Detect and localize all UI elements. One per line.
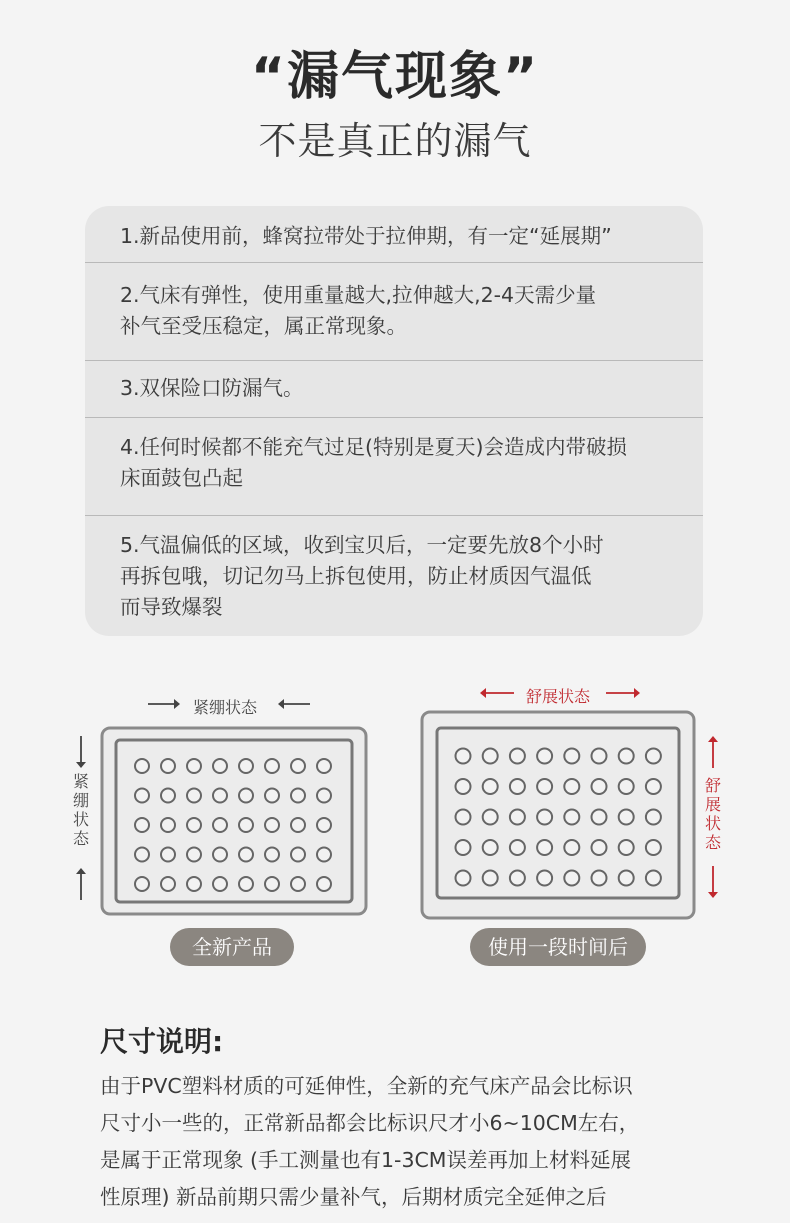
air-cell-dot [161,818,175,832]
air-cell-dot [510,871,525,886]
used-mattress-diagram [420,710,696,920]
note-item-1 [85,221,703,252]
air-cell-dot [456,779,471,794]
air-cell-dot [291,818,305,832]
air-cell-dot [537,871,552,886]
air-cell-dot [135,818,149,832]
note-item-5 [85,530,703,623]
air-cell-dot [213,848,227,862]
air-cell-dot [135,877,149,891]
note-item-3 [85,373,703,404]
air-cell-dot [317,759,331,773]
air-cell-dot [537,749,552,764]
air-cell-dot [456,871,471,886]
air-cell-dot [592,779,607,794]
air-cell-dot [483,779,498,794]
page-title: “漏气现象” [250,47,540,107]
air-cell-dot [619,749,634,764]
air-cell-dot [239,759,253,773]
tight-state-label: 紧绷状态 [192,698,257,717]
note-4-line-2: 床面鼓包凸起 [120,466,243,490]
arrow-up-icon [75,868,87,900]
air-cell-dot [619,779,634,794]
air-cell-dot [161,877,175,891]
air-cell-dot [564,840,579,855]
size-line-3: 是属于正常现象 (手工测量也有1-3CM误差再加上材料延展 [100,1148,631,1172]
air-cell-dot [646,871,661,886]
new-mattress-diagram [100,726,368,916]
air-cell-dot [239,848,253,862]
air-cell-dot [646,840,661,855]
note-divider [85,360,703,361]
air-cell-dot [161,759,175,773]
note-5-line-3: 而导致爆裂 [120,595,223,619]
arrow-up-icon [707,736,719,768]
air-cell-dot [592,840,607,855]
arrow-right-icon [148,698,180,710]
air-cell-dot [265,848,279,862]
note-5-line-2: 再拆包哦，切记勿马上拆包使用，防止材质因气温低 [120,564,592,588]
relaxed-state-side-label: 舒展状态 [704,776,721,852]
air-cell-dot [564,871,579,886]
note-1-line-1: 1.新品使用前，蜂窝拉带处于拉伸期，有一定“延展期” [120,224,612,248]
air-cell-dot [456,749,471,764]
air-cell-dot [646,749,661,764]
air-cell-dot [483,840,498,855]
arrow-right-icon [606,687,640,699]
used-product-badge: 使用一段时间后 [470,928,646,966]
size-section-body [100,1068,740,1216]
air-cell-dot [187,877,201,891]
size-line-2: 尺寸小一些的，正常新品都会比标识尺才小6~10CM左右， [100,1111,640,1135]
air-cell-dot [510,779,525,794]
air-cell-dot [564,810,579,825]
air-cell-dot [187,759,201,773]
air-cell-dot [239,789,253,803]
note-2-line-1: 2.气床有弹性，使用重量越大,拉伸越大,2-4天需少量 [120,283,597,307]
note-divider [85,262,703,263]
air-cell-dot [291,877,305,891]
air-cell-dot [317,877,331,891]
air-cell-dot [510,810,525,825]
air-cell-dot [135,759,149,773]
air-cell-dot [646,810,661,825]
air-cell-dot [592,749,607,764]
air-cell-dot [619,840,634,855]
air-cell-dot [291,759,305,773]
note-divider [85,515,703,516]
arrow-down-icon [75,736,87,768]
note-4-line-1: 4.任何时候都不能充气过足(特别是夏天)会造成内带破损 [120,435,628,459]
air-cell-dot [646,779,661,794]
air-cell-dot [592,871,607,886]
air-cell-dot [456,810,471,825]
air-cell-dot [456,840,471,855]
air-cell-dot [135,848,149,862]
air-cell-dot [265,789,279,803]
new-product-badge: 全新产品 [170,928,294,966]
air-cell-dot [592,810,607,825]
air-cell-dot [213,877,227,891]
air-cell-dot [317,818,331,832]
air-cell-dot [619,810,634,825]
note-5-line-1: 5.气温偏低的区域，收到宝贝后，一定要先放8个小时 [120,533,604,557]
air-cell-dot [213,759,227,773]
air-cell-dot [187,818,201,832]
air-cell-dot [291,848,305,862]
air-cell-dot [510,840,525,855]
arrow-down-icon [707,866,719,898]
air-cell-dot [483,871,498,886]
note-2-line-2: 补气至受压稳定，属正常现象。 [120,314,407,338]
air-cell-dot [135,789,149,803]
air-cell-dot [239,818,253,832]
air-cell-dot [161,789,175,803]
air-cell-dot [239,877,253,891]
air-cell-dot [510,749,525,764]
air-cell-dot [564,779,579,794]
size-section-title: 尺寸说明: [100,1025,224,1058]
air-cell-dot [265,759,279,773]
air-cell-dot [537,810,552,825]
air-cell-dot [537,779,552,794]
arrow-left-icon [278,698,310,710]
air-cell-dot [265,877,279,891]
relaxed-state-label: 舒展状态 [525,687,590,706]
air-cell-dot [161,848,175,862]
stretch-diagram [0,670,790,980]
air-cell-dot [483,749,498,764]
note-item-4 [85,432,703,494]
air-cell-dot [213,789,227,803]
size-line-4: 性原理) 新品前期只需少量补气，后期材质完全延伸之后 [100,1185,607,1209]
tight-state-side-label: 紧绷状态 [72,772,89,848]
note-item-2 [85,280,703,342]
note-divider [85,417,703,418]
air-cell-dot [619,871,634,886]
air-cell-dot [265,818,279,832]
air-cell-dot [483,810,498,825]
note-3-line-1: 3.双保险口防漏气。 [120,376,304,400]
arrow-left-icon [480,687,514,699]
air-cell-dot [187,848,201,862]
air-cell-dot [213,818,227,832]
air-cell-dot [187,789,201,803]
air-cell-dot [291,789,305,803]
notes-panel [85,206,703,636]
air-cell-dot [317,848,331,862]
size-line-1: 由于PVC塑料材质的可延伸性，全新的充气床产品会比标识 [100,1074,633,1098]
air-cell-dot [537,840,552,855]
page-subtitle: 不是真正的漏气 [258,119,532,163]
air-cell-dot [317,789,331,803]
air-cell-dot [564,749,579,764]
